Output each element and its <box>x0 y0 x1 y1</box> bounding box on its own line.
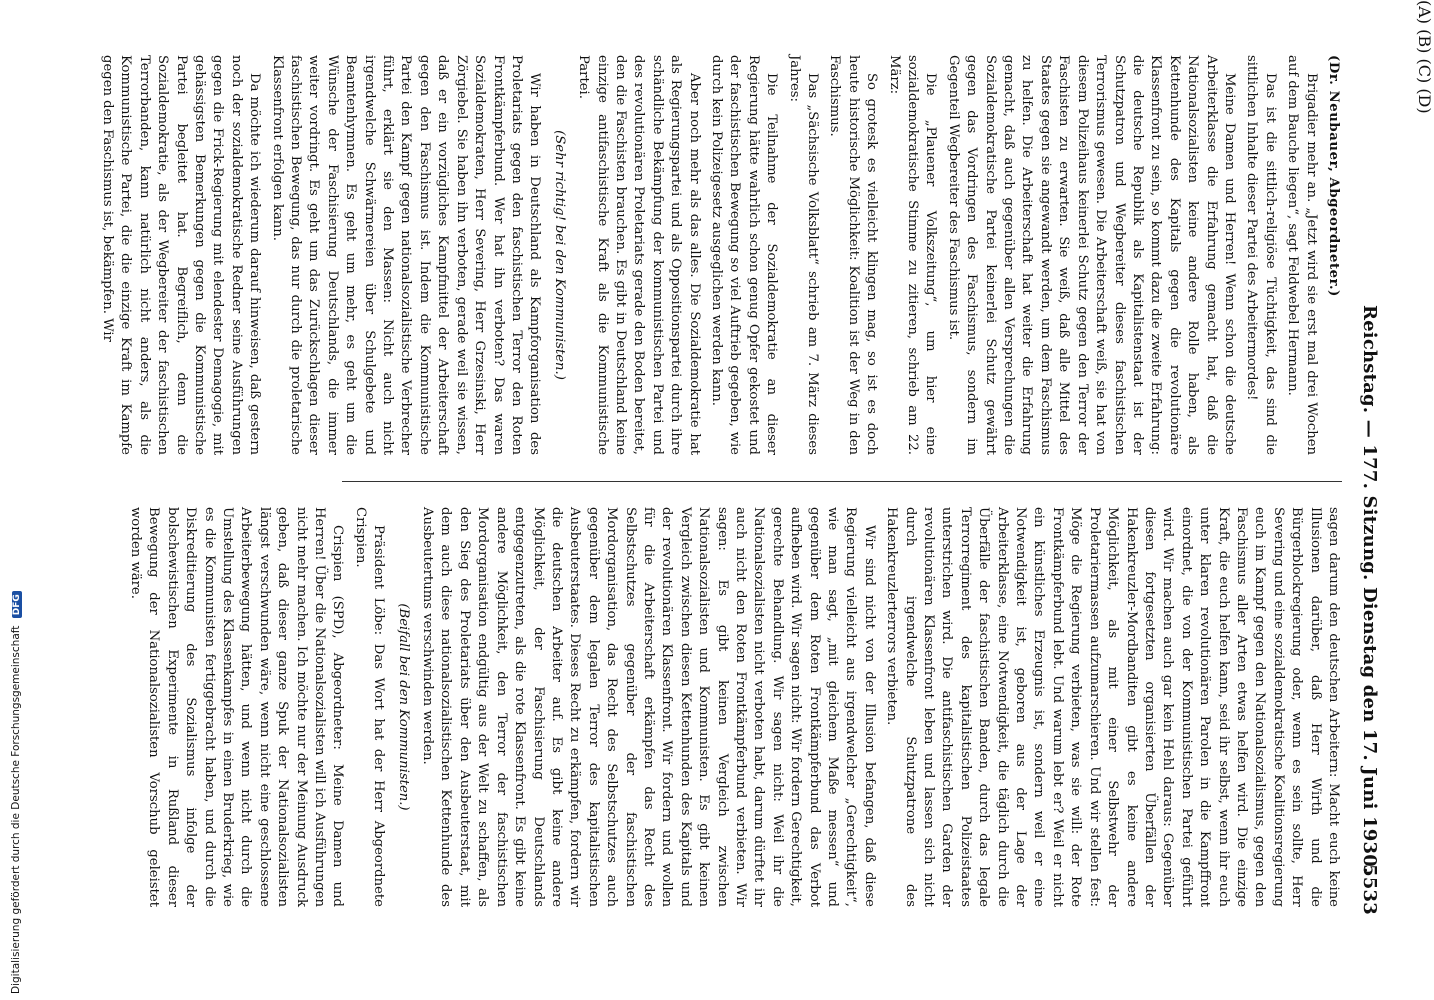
page-number: 5533 <box>1359 864 1380 915</box>
quotation: So grotesk es vielleicht klingen mag, so ist es doch heute historische Möglichkeit: Koalition ist der Weg in den Faschismus. <box>827 55 880 455</box>
margin-marker-d: (D) <box>1415 88 1434 114</box>
digitization-credit-text: Digitalisierung gefördert durch die Deutsche Forschungsgemeinschaft <box>10 625 22 994</box>
speaker-attribution: (Dr. Neubauer, Abgeordneter.) <box>1326 55 1341 297</box>
paragraph: Die „Plauener Volkszeitung“, um hier eine sozialdemokratische Stimme zu zitieren, schrieb am 22. März: <box>886 55 939 455</box>
paragraph: Meine Damen und Herren! Wenn schon die deutsche Arbeiterklasse die Erfahrung gemacht hat, daß die Nationalsozialisten keine andere Rolle haben, als Kettenhunde des Kapitals gegen die revolutionäre Klassenfront zu sein, so kommt dazu die zweite Erfahrung: die deutsche Republik als Kapitalistenstaat ist der Schutzpatron und Wegbereiter dieses faschistischen Terrorismus gewesen. Die Arbeiterschaft weiß, sie hat von diesem Polizeihaus keinerlei Schutz gegen den Terror der Faschisten zu erwarten. Sie weiß, daß alle Mittel des Staates gegen sie angewandt werden, um dem Faschismus zu helfen. Die Arbeiterschaft hat weiter die Erfahrung gemacht, daß auch gegenüber allen Versprechungen die Sozialdemokratische Partei keinerlei Schutz gewährt gegen das Vordringen des Faschismus, sondern im Gegenteil Wegbereiter des Faschismus ist. <box>945 55 1237 455</box>
paragraph: Aber noch mehr als das alles. Die Sozialdemokratie hat als Regierungspartei und als Oppositionspartei durch ihre schändliche Bekämpfung der kommunistischen Partei und des revolutionären Proletariats gerade den Boden bereitet, den die Faschisten brauchen. Es gibt in Deutschland keine einzige antifaschistische Kraft als die Kommunistische Partei. <box>576 55 702 455</box>
right-column <box>128 507 1342 907</box>
paragraph: Wir haben in Deutschland als Kampforganisation des Proletariats gegen den faschistischen Terror den Roten Frontkämpferbund. Wer hat ihn verboten? Das waren Sozialdemokraten, Herr Severing, Herr Grzesinski, Herr Zörgiebel. Sie haben ihn verboten, gerade weil sie wissen, daß er ein vorzügliches Kampfmittel der Arbeiterschaft gegen den Faschismus ist. Indem die Kommunistische Partei den Kampf gegen nationalsozialistische Verbrecher führt, erklärt sie den Massen: Nicht auch nicht irgendwelche Schwärmereien über Schulgebete und Beamtenhymnen. Es geht um mehr, es geht um die Wünsche der Faschisierung Deutschlands, die immer weiter vordringt. Es geht um das Zurückschlagen dieser faschistischen Bewegung, das nur durch die proletarische Klassenfront erfolgen kann. <box>269 55 543 455</box>
quotation: Die Teilnahme der Sozialdemokratie an dieser Regierung hätte wahrlich schon genug Opfer gekostet und der faschistischen Bewegung so viel Auftrieb gegeben, wie durch kein Polizeigesetz ausgeglichen werden kann. <box>709 55 780 455</box>
paragraph: Brigadier mehr an. „Jetzt wird sie erst mal drei Wochen auf dem Bauche liegen“, sagt Feldwebel Hermann. <box>1285 55 1319 455</box>
paragraph: sagen darum den deutschen Arbeitern: Macht euch keine Illusionen darüber, daß Herr Wirth und die Bürgerblockregierung oder, wenn es sein sollte, Herr Severing und eine sozialdemokratische Koalitionsregierung euch im Kampf gegen den Nationalsozialismus, gegen den Faschismus aller Arten etwas helfen wird. Die einzige Kraft, die euch helfen kann, seid ihr selbst, wenn ihr euch unter klaren revolutionären Parolen in die Kampffront einordnet, die von der Kommunistischen Partei geführt wird. Wir machen auch gar kein Hehl daraus: Gegenüber diesen fortgesetzten organisierten Überfällen der Hakenkreuzler-Mordbanditen gibt es keine andere Möglichkeit, als mit einer Selbstwehr der Proletariermassen aufzumarschieren. Und wir stellen fest: Möge die Regierung verbieten, was sie will: der Rote Frontkämpferbund lebt. Und warum lebt er? Weil er nicht ein künstliches Erzeugnis ist, sondern weil er eine Notwendigkeit ist, geboren aus der Lage der Arbeiterklasse, eine Notwendigkeit, die täglich durch die Überfälle der faschistischen Banden, durch das legale Terrorregiment des kapitalistischen Polizeistaates unterstrichen wird. Die antifaschistischen Garden der revolutionären Klassenfront leben und lassen sich nicht durch irgendwelche Schutzpatrone des Hakenkreuzlerterrors verbieten. <box>884 507 1341 907</box>
paragraph: Das „Sächsische Volksblatt“ schrieb am 7. März dieses Jahres: <box>786 55 821 455</box>
paragraph: Das ist die sittlich-religiöse Tüchtigkeit, das sind die sittlichen Inhalte dieser Partei des Arbeitermordes! <box>1244 55 1278 455</box>
digitization-credit <box>10 594 22 994</box>
margin-marker-c: (C) <box>1415 58 1434 84</box>
column-divider <box>342 481 1342 482</box>
margin-marker-b: (B) <box>1415 29 1434 54</box>
speaker-paragraph: Crispien (SPD), Abgeordneter: Meine Damen und Herren! Über die Nationalsozialisten will ich Ausführungen nicht mehr machen. Ich möchte nur der Meinung Ausdruck geben, daß dieser ganze Spuk der Nationalsozialisten längst verschwunden wäre, wenn nicht eine geschlossene Arbeiterbewegung hätten, und wenn nicht durch die Umstellung des Klassenkampfes in einen Bruderkrieg, wie es die Kommunisten fertiggebracht haben, und durch die Diskreditierung des Sozialismus infolge der bolschewistischen Experimente in Rußland dieser Bewegung der Nationalsozialisten Vorschub geleistet worden wäre. <box>128 507 346 907</box>
paragraph: Wir sind nicht von der Illusion befangen, daß diese Regierung vielleicht aus irgendwelcher „Gerechtigkeit“, wie man sagt, „mit gleichem Maße messen“ und gegenüber dem Roten Frontkämpferbund das Verbot aufheben wird. Wir sagen nicht: Wir fordern Gerechtigkeit, gerechte Behandlung. Wir sagen nicht: Weil ihr die Nationalsozialisten nicht verboten habt, darum dürftet ihr auch nicht den Roten Frontkämpferbund verbieten. Wir sagen: Es gibt keinen Vergleich zwischen Nationalsozialisten und Kommunisten. Es gibt keinen Vergleich zwischen diesen Kettenhunden des Kapitals und der revolutionären Klassenfront. Wir fordern und wollen für die Arbeiterschaft erkämpfen das Recht des Selbstschutzes gegenüber der faschistischen Mordorganisation, das Recht des Selbstschutzes auch gegenüber dem legalen Terror des kapitalistischen Ausbeuterstaates. Dieses Recht zu erkämpfen, fordern wir die deutschen Arbeiter auf. Es gibt keine andere Möglichkeit, der Faschisierung Deutschlands entgegenzutreten, als die rote Klassenfront. Es gibt keine andere Möglichkeit, den Terror der faschistischen Mordorganisation endgültig aus der Welt zu schaffen, als den Sieg des Proletariats über den Ausbeuterstaat, mit dem auch diese nationalsozialistischen Kettenhunde des Ausbeutertums verschwinden werden. <box>420 507 877 907</box>
page-header <box>1352 55 1386 915</box>
dfg-logo-icon: DFG <box>12 591 22 618</box>
margin-marker-a: (A) <box>1415 0 1434 25</box>
left-column <box>100 55 1342 455</box>
interjection: (Beifall bei den Kommunisten.) <box>395 603 411 811</box>
interjection: (Sehr richtig! bei den Kommunisten.) <box>551 130 567 380</box>
paragraph: Da möchte ich wiederum darauf hinweisen, daß gestern noch der sozialdemokratische Redner seine Ausführungen gegen die Frick-Regierung mit elendester Demagogie, mit gehässigsten Bemerkungen gegen die Kommunistische Partei begleitet hat. Begreiflich, denn die Sozialdemokratie, als der Wegbereiter der faschistischen Terrorbanden, kann natürlich nicht anders, als die Kommunistische Partei, die die einzige Kraft im Kampfe gegen den Faschismus ist, bekämpfen. Wir <box>100 55 263 455</box>
page-header-title: Reichstag. — 177. Sitzung. Dienstag den 17. Juni 1930. <box>1359 305 1380 874</box>
president-statement: Präsident Löbe: Das Wort hat der Herr Abgeordnete Crispien. <box>352 507 387 907</box>
